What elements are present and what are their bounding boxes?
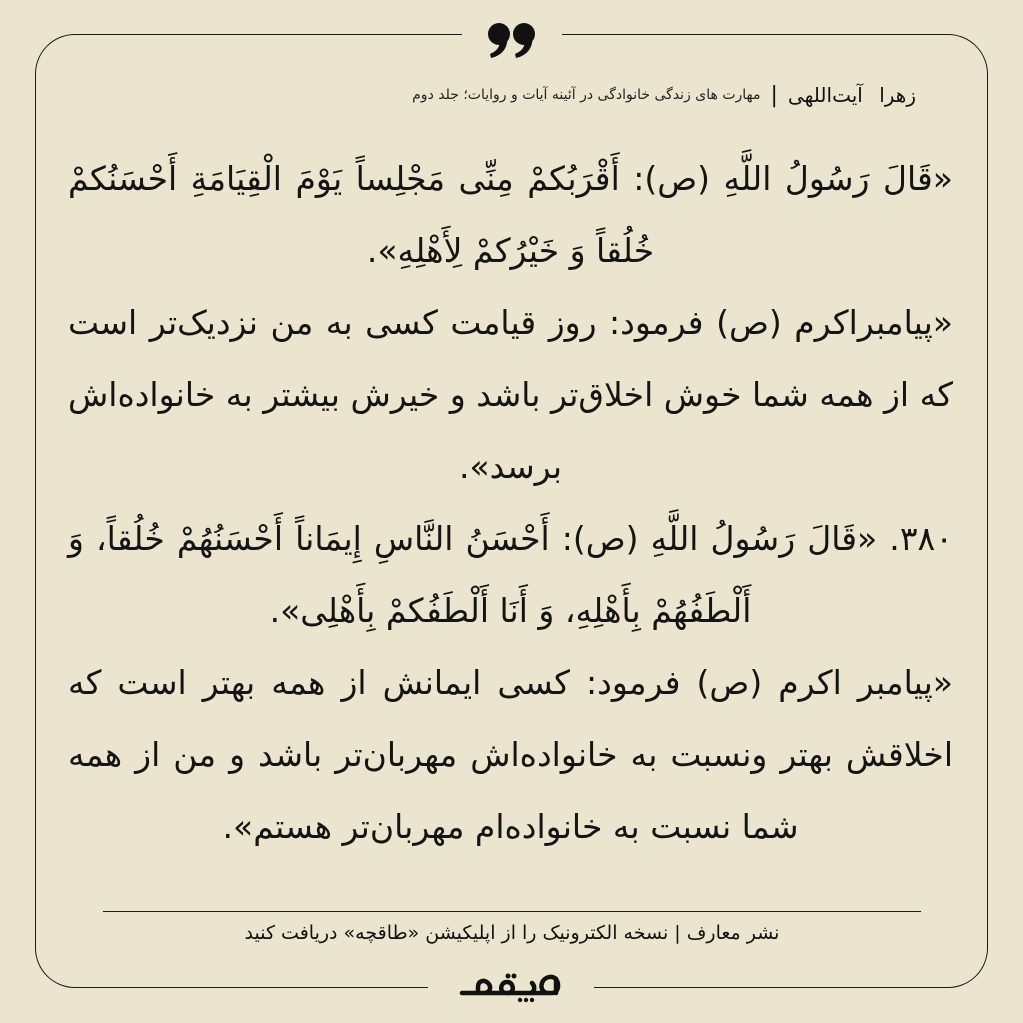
hadith-translation-1: «پیامبراکرم (ص) فرمود: روز قیامت کسی به من نزدیک‌تر است که از همه شما خوش اخلاق‌تر باشد و خیرش بیشتر به خانواده‌اش برسد».	[68, 303, 953, 486]
brand-logo[interactable]	[428, 968, 594, 1006]
hadith-translation-2: «پیامبر اکرم (ص) فرمود: کسی ایمانش از همه بهتر است که اخلاقش بهتر ونسبت به خانواده‌اش مهربان‌تر باشد و من از همه شما نسبت به خانواده‌ام مهربان‌تر هستم».	[68, 663, 953, 846]
taaghche-logo-icon	[456, 971, 566, 1003]
author-name: زهرا آیت‌اللهی	[787, 83, 916, 107]
book-header	[412, 80, 916, 110]
footer-note: نشر معارف | نسخه الکترونیک را از اپلیکیشن «طاقچه» دریافت کنید	[244, 922, 780, 944]
hadith-arabic-1: «قَالَ رَسُولُ اللَّهِ (ص): أَقْرَبُكمْ مِنِّی مَجْلِساً یَوْمَ الْقِیَامَةِ أَحْسَنُكمْ خُلُقاً وَ خَیْرُكمْ لِأَهْلِهِ».	[68, 159, 953, 270]
footer-divider	[103, 911, 921, 912]
header-separator: |	[770, 82, 778, 108]
hadith-arabic-2: ۳۸۰. «قَالَ رَسُولُ اللَّهِ (ص): أَحْسَنُ النَّاسِ إِیمَاناً أَحْسَنُهُمْ خُلُقاً، وَ أَلْطَفُهُمْ بِأَهْلِهِ، وَ أَنَا أَلْطَفُكمْ بِأَهْلِی».	[68, 519, 953, 630]
page-content	[68, 143, 953, 863]
book-title: مهارت های زندگی خانوادگی در آئینه آیات و روایات؛ جلد دوم	[412, 87, 761, 103]
quote-mark-icon	[482, 20, 542, 60]
